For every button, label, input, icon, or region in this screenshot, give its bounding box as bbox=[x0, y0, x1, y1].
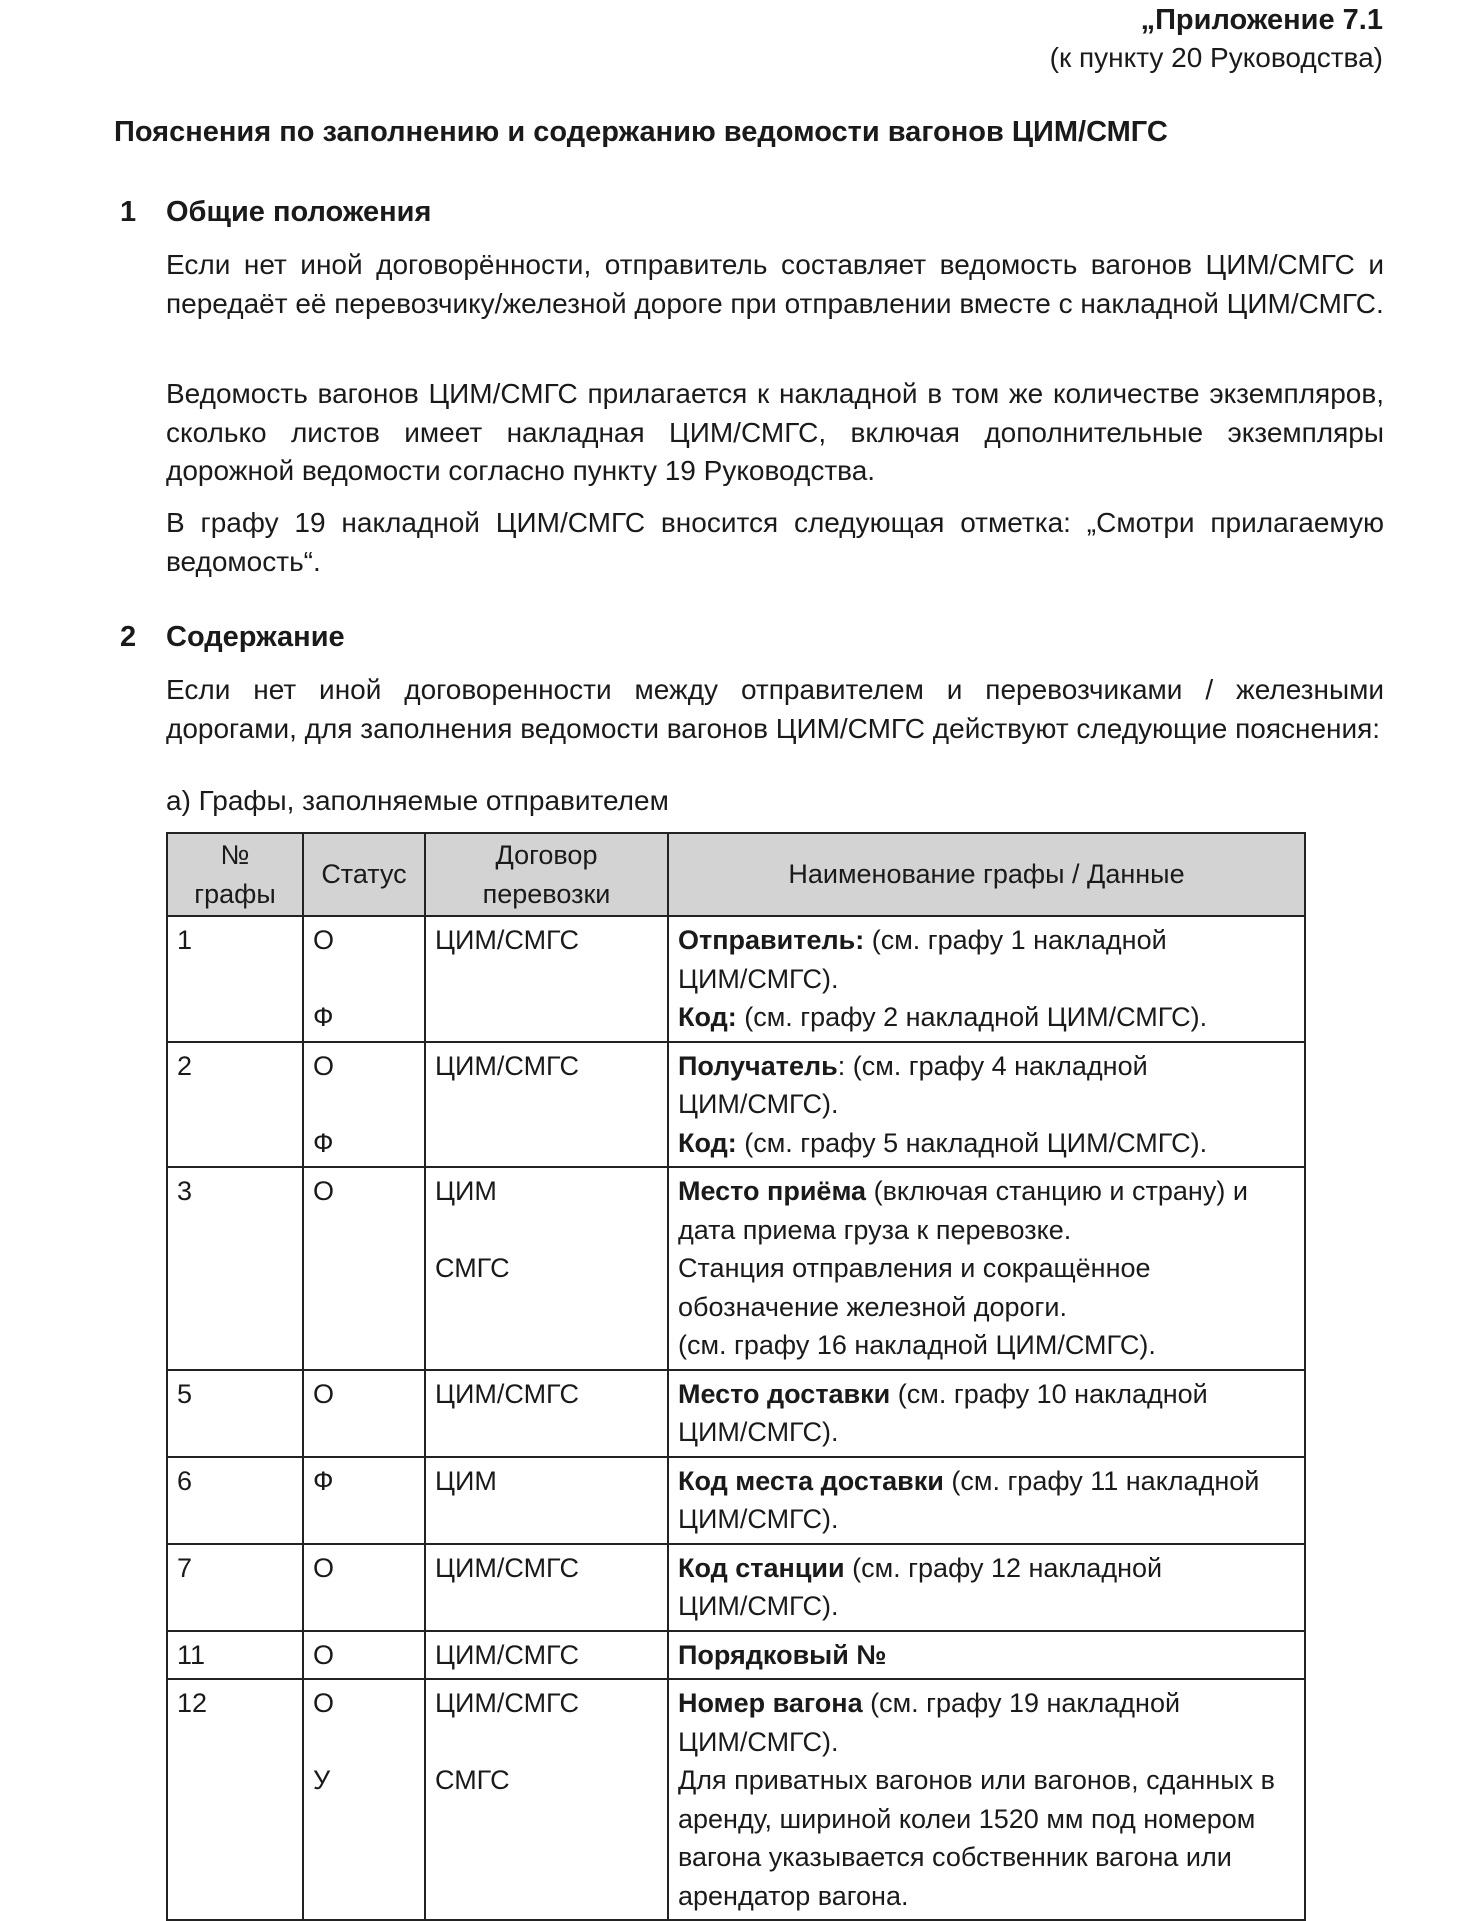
table-header-row bbox=[167, 833, 1305, 916]
section-number: 1 bbox=[120, 196, 137, 228]
cell-field-number: 12 bbox=[167, 1679, 303, 1920]
cell-field-number: 3 bbox=[167, 1167, 303, 1370]
cell-status: О Ф bbox=[303, 1042, 425, 1168]
section-2-subheading: а) Графы, заполняемые отправителем bbox=[166, 785, 669, 816]
section-2-heading bbox=[120, 621, 345, 654]
field-name: Место доставки bbox=[678, 1378, 891, 1409]
table-row bbox=[167, 1544, 1305, 1631]
cell-contract: ЦИМ/СМГС bbox=[425, 1042, 668, 1168]
field-name: Отправитель: bbox=[678, 925, 865, 955]
cell-status: О bbox=[303, 1631, 425, 1680]
section-1-paragraph-3: В графу 19 накладной ЦИМ/СМГС вносится следующая отметка: „Смотри прилагаемую ведомость“. bbox=[166, 507, 1384, 577]
section-heading-text: Содержание bbox=[166, 621, 345, 653]
cell-field-number: 6 bbox=[167, 1457, 303, 1544]
cell-contract: ЦИМ/СМГС bbox=[425, 1631, 668, 1680]
cell-status: Ф bbox=[303, 1457, 425, 1544]
cell-status: О bbox=[303, 1167, 425, 1370]
cell-field-description: Место доставки (см. графу 10 накладной ЦИМ/СМГС). bbox=[668, 1370, 1305, 1457]
field-name: Получатель bbox=[678, 1050, 838, 1081]
field-name: Порядковый № bbox=[678, 1639, 887, 1670]
cell-contract: ЦИМ/СМГС СМГС bbox=[425, 1679, 668, 1920]
cell-field-description bbox=[668, 1631, 1305, 1680]
section-number: 2 bbox=[120, 621, 137, 653]
cell-contract: ЦИМ/СМГС bbox=[425, 916, 668, 1042]
cell-status: О У bbox=[303, 1679, 425, 1920]
cell-contract: ЦИМ СМГС bbox=[425, 1167, 668, 1370]
cell-field-number: 2 bbox=[167, 1042, 303, 1168]
section-1-paragraph-1: Если нет иной договорённости, отправитель составляет ведомость вагонов ЦИМ/СМГС и передаёт её перевозчику/железной дороге при отправлении вместе с накладной ЦИМ/СМГС. bbox=[166, 249, 1384, 319]
appendix-title: „Приложение 7.1 bbox=[1140, 4, 1383, 36]
cell-status: О Ф bbox=[303, 916, 425, 1042]
field-name: Код места доставки bbox=[678, 1465, 944, 1496]
fields-table bbox=[166, 832, 1306, 1921]
cell-field-description: Код станции (см. графу 12 накладной ЦИМ/СМГС). bbox=[668, 1544, 1305, 1631]
table-row bbox=[167, 1167, 1305, 1370]
table-row bbox=[167, 916, 1305, 1042]
field-name: Код: bbox=[678, 1002, 737, 1032]
field-name: Код станции bbox=[678, 1552, 845, 1583]
header-field-number: № графы bbox=[167, 833, 303, 916]
cell-contract: ЦИМ/СМГС bbox=[425, 1544, 668, 1631]
section-1-paragraph-2: Ведомость вагонов ЦИМ/СМГС прилагается к накладной в том же количестве экземпляров, сколько листов имеет накладная ЦИМ/СМГС, включая дополнительные экземпляры дорожной ведомости согласно пункту 19 Руководства. bbox=[166, 378, 1384, 486]
cell-field-number: 11 bbox=[167, 1631, 303, 1680]
cell-field-number: 5 bbox=[167, 1370, 303, 1457]
section-1-heading bbox=[120, 196, 431, 229]
cell-field-description: Номер вагона (см. графу 19 накладной ЦИМ/СМГС). Для приватных вагонов или вагонов, сданных в аренду, шириной колеи 1520 мм под номером вагона указывается собственник вагона или арендатор вагона. bbox=[668, 1679, 1305, 1920]
section-heading-text: Общие положения bbox=[166, 196, 432, 228]
cell-status: О bbox=[303, 1544, 425, 1631]
header-field-name: Наименование графы / Данные bbox=[668, 833, 1305, 916]
header-status: Статус bbox=[303, 833, 425, 916]
cell-field-description: Получатель: (см. графу 4 накладной ЦИМ/СМГС). Код: (см. графу 5 накладной ЦИМ/СМГС). bbox=[668, 1042, 1305, 1168]
document-title: Пояснения по заполнению и содержанию ведомости вагонов ЦИМ/СМГС bbox=[114, 116, 1168, 148]
table-row bbox=[167, 1631, 1305, 1680]
cell-field-description: Код места доставки (см. графу 11 накладной ЦИМ/СМГС). bbox=[668, 1457, 1305, 1544]
field-name: Код: bbox=[678, 1127, 737, 1158]
table-row bbox=[167, 1679, 1305, 1920]
header-contract: Договор перевозки bbox=[425, 833, 668, 916]
appendix-reference: (к пункту 20 Руководства) bbox=[1049, 42, 1383, 73]
table-row bbox=[167, 1457, 1305, 1544]
cell-field-description: Место приёма (включая станцию и страну) и дата приема груза к перевозке. Станция отправления и сокращённое обозначение железной дороги. (см. графу 16 накладной ЦИМ/СМГС). bbox=[668, 1167, 1305, 1370]
field-name: Номер вагона bbox=[678, 1688, 863, 1718]
cell-contract: ЦИМ/СМГС bbox=[425, 1370, 668, 1457]
table-row bbox=[167, 1370, 1305, 1457]
section-2-paragraph: Если нет иной договоренности между отправителем и перевозчиками / железными дорогами, для заполнения ведомости вагонов ЦИМ/СМГС действуют следующие пояснения: bbox=[166, 674, 1384, 744]
table-row bbox=[167, 1042, 1305, 1168]
cell-status: О bbox=[303, 1370, 425, 1457]
cell-field-number: 7 bbox=[167, 1544, 303, 1631]
table-body bbox=[167, 916, 1305, 1920]
cell-contract: ЦИМ bbox=[425, 1457, 668, 1544]
field-name: Место приёма bbox=[678, 1176, 867, 1206]
cell-field-number: 1 bbox=[167, 916, 303, 1042]
cell-field-description: Отправитель: (см. графу 1 накладной ЦИМ/СМГС). Код: (см. графу 2 накладной ЦИМ/СМГС). bbox=[668, 916, 1305, 1042]
